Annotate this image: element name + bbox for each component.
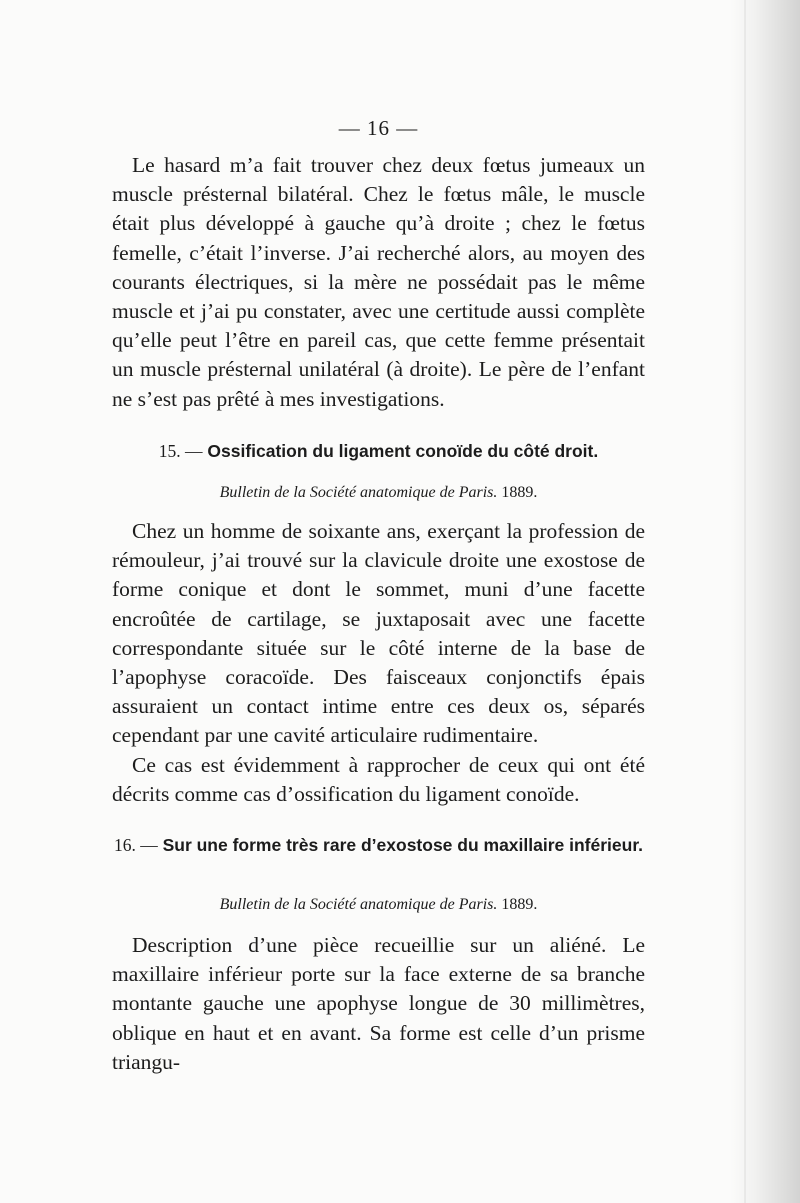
section-15-body <box>112 517 645 809</box>
section-16-title: Sur une forme très rare d’exostose du maxillaire inférieur. <box>162 835 644 855</box>
section-15-citation-journal: Bulletin de la Société anatomique de Paris. <box>219 484 498 501</box>
section-15-heading <box>112 440 645 462</box>
page-number: — 16 — <box>338 116 419 140</box>
section-16-body <box>112 931 645 1077</box>
section-15-citation-year: 1889. <box>501 484 538 501</box>
section-16-citation-year: 1889. <box>501 896 538 913</box>
section-16-heading-block <box>112 834 645 856</box>
section-15-title: Ossification du ligament conoïde du côté droit. <box>207 441 599 461</box>
page-edge-shadow <box>730 0 800 1203</box>
intro-block <box>112 151 645 414</box>
section-16-citation-block <box>112 895 645 915</box>
section-16-citation-journal: Bulletin de la Société anatomique de Paris. <box>219 896 498 913</box>
section-15-paragraph-1: Chez un homme de soixante ans, exerçant la profession de rémouleur, j’ai trouvé sur la clavicule droite une exostose de forme conique et dont le sommet, muni d’une facette encroûtée de cartilage, se juxtaposait avec une facette correspondante située sur le côté interne de la base de l’apophyse coracoïde. Des faisceaux conjonctifs épais assuraient un contact intime entre ces deux os, séparés cependant par une cavité articulaire rudimentaire. <box>112 519 645 748</box>
section-15-citation <box>112 483 645 503</box>
section-16-citation <box>112 895 645 915</box>
section-15-citation-block <box>112 483 645 503</box>
section-16-paragraph-1: Description d’une pièce recueillie sur un aliéné. Le maxillaire inférieur porte sur la face externe de sa branche montante gauche une apophyse longue de 30 millimètres, oblique en haut et en avant. Sa forme est celle d’un prisme triangu- <box>112 933 645 1074</box>
section-15-heading-block <box>112 440 645 462</box>
section-15-paragraph-2: Ce cas est évidemment à rapprocher de ceux qui ont été décrits comme cas d’ossification du ligament conoïde. <box>112 752 645 806</box>
section-16-number: 16. — <box>113 835 158 855</box>
intro-paragraph: Le hasard m’a fait trouver chez deux fœtus jumeaux un muscle présternal bilatéral. Chez le fœtus mâle, le muscle était plus développé à gauche qu’à droite ; chez le fœtus femelle, c’était l’inverse. J’ai recherché alors, au moyen des courants électriques, si la mère ne possédait pas le même muscle et j’ai pu constater, avec une certitude aussi complète qu’elle peut l’être en pareil cas, que cette femme présentait un muscle présternal unilatéral (à droite). Le père de l’enfant ne s’est pas prêté à mes investigations. <box>112 153 645 411</box>
section-15-number: 15. — <box>158 441 203 461</box>
section-16-heading <box>112 834 645 856</box>
